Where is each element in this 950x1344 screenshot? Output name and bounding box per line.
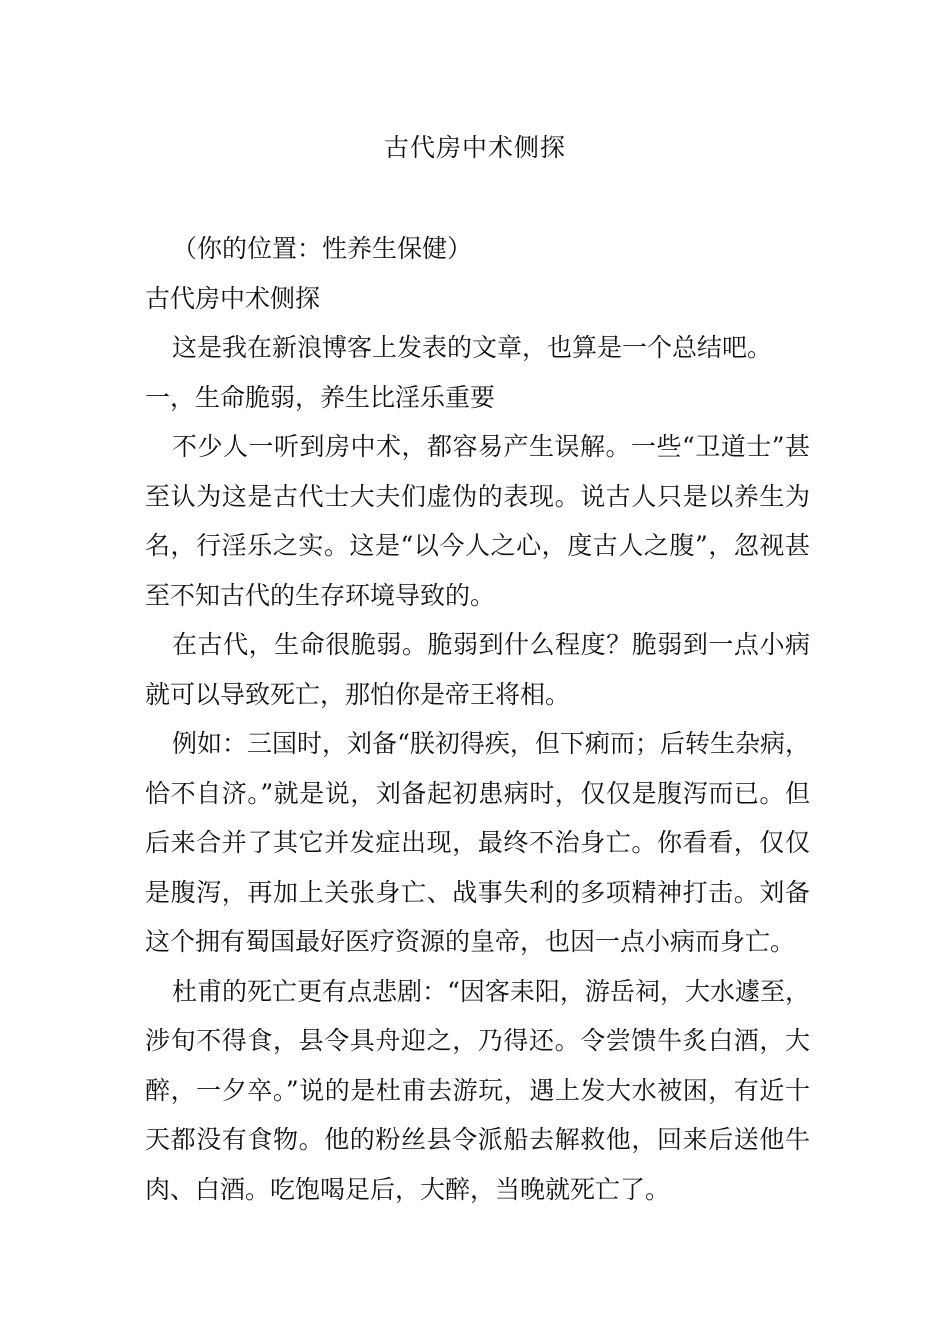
paragraph: 杜甫的死亡更有点悲剧：“因客耒阳，游岳祠，大水遽至，涉旬不得食，县令具舟迎之，乃得还。令尝馈牛炙白酒，大醉，一夕卒。”说的是杜甫去游玩，遇上发大水被困，有近十天都没有食物。他的粉丝县令派船去解救他，回来后送他牛肉、白酒。吃饱喝足后，大醉，当晚就死亡了。 <box>145 976 810 1204</box>
location-line: （你的位置：性养生保健） <box>172 234 473 263</box>
paragraph: 不少人一听到房中术，都容易产生误解。一些“卫道士”甚至认为这是古代士大夫们虚伪的表现。说古人只是以养生为名，行淫乐之实。这是“以今人之心，度古人之腹”，忽视甚至不知古代的生存环境导致的。 <box>145 432 810 610</box>
document-body <box>145 224 810 1214</box>
document-title: 古代房中术侧探 <box>383 133 566 162</box>
intro-paragraph: 这是我在新浪博客上发表的文章，也算是一个总结吧。 <box>172 333 773 362</box>
paragraph: 例如：三国时，刘备“朕初得疾，但下痢而；后转生杂病，恰不自济。”就是说，刘备起初患病时，仅仅是腹泻而已。但后来合并了其它并发症出现，最终不治身亡。你看看，仅仅是腹泻，再加上关张身亡、战事失利的多项精神打击。刘备这个拥有蜀国最好医疗资源的皇帝，也因一点小病而身亡。 <box>145 729 810 956</box>
paragraph: 在古代，生命很脆弱。脆弱到什么程度？脆弱到一点小病就可以导致死亡，那怕你是帝王将相。 <box>145 630 810 709</box>
section-heading: 一，生命脆弱，养生比淫乐重要 <box>145 382 496 412</box>
article-heading: 古代房中术侧探 <box>145 283 321 313</box>
